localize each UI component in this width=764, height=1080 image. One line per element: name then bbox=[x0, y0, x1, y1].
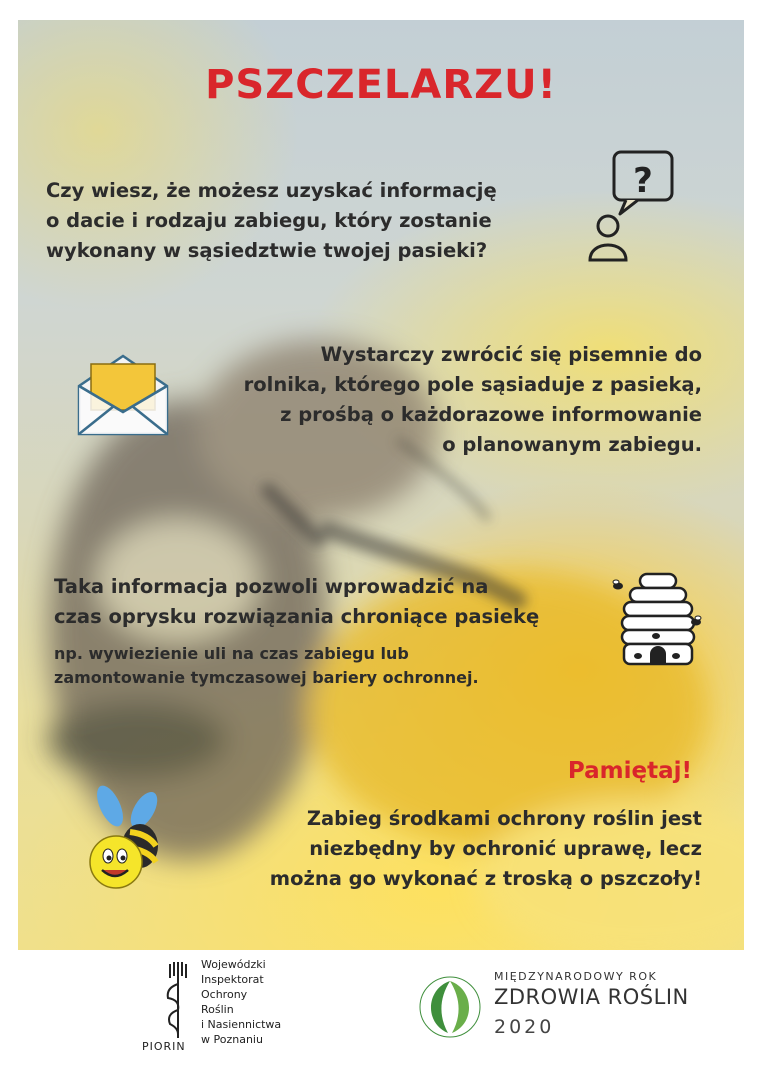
text-line: Inspektorat bbox=[201, 973, 264, 986]
iyph-title: ZDROWIA ROŚLIN bbox=[494, 985, 689, 1009]
piorin-institution-name bbox=[201, 957, 281, 1047]
text-line: Wojewódzki bbox=[201, 958, 266, 971]
piorin-wordmark: PIORIN bbox=[142, 1040, 186, 1053]
text-line: można go wykonać z troską o pszczoły! bbox=[269, 867, 702, 890]
page-title: PSZCZELARZU! bbox=[205, 62, 557, 108]
text-line: o planowanym zabiegu. bbox=[442, 433, 702, 456]
envelope-letter-icon bbox=[76, 352, 170, 438]
example-note bbox=[54, 642, 479, 690]
text-line: niezbędny by ochronić uprawę, lecz bbox=[309, 837, 702, 860]
text-line: i Nasiennictwa bbox=[201, 1018, 282, 1031]
text-line: Wystarczy zwrócić się pisemnie do bbox=[320, 343, 702, 366]
cartoon-bee-icon bbox=[82, 784, 172, 900]
person-question-icon bbox=[586, 150, 682, 266]
poster-background bbox=[18, 20, 744, 950]
plant-health-leaf-logo-icon bbox=[418, 975, 482, 1039]
instruction-text bbox=[244, 340, 702, 460]
text-line: Roślin bbox=[201, 1003, 234, 1016]
piorin-logo-icon bbox=[158, 958, 198, 1042]
text-line: np. wywiezienie uli na czas zabiegu lub bbox=[54, 644, 409, 663]
svg-text:?: ? bbox=[633, 161, 653, 201]
iyph-label: MIĘDZYNARODOWY ROK bbox=[494, 970, 658, 983]
remember-text bbox=[270, 804, 702, 894]
text-line: Ochrony bbox=[201, 988, 248, 1001]
text-line: Czy wiesz, że możesz uzyskać informację bbox=[46, 179, 497, 202]
text-line: Taka informacja pozwoli wprowadzić na bbox=[54, 575, 489, 598]
text-line: rolnika, którego pole sąsiaduje z pasieką, bbox=[243, 373, 702, 396]
text-line: Zabieg środkami ochrony roślin jest bbox=[306, 807, 702, 830]
remember-heading: Pamiętaj! bbox=[567, 758, 692, 784]
iyph-year: 2020 bbox=[494, 1016, 555, 1038]
benefit-text bbox=[54, 572, 539, 632]
text-line: czas oprysku rozwiązania chroniące pasiekę bbox=[54, 605, 540, 628]
text-line: w Poznaniu bbox=[201, 1033, 263, 1046]
beehive-icon bbox=[610, 570, 706, 670]
text-line: zamontowanie tymczasowej bariery ochronnej. bbox=[54, 668, 479, 687]
text-line: wykonany w sąsiedztwie twojej pasieki? bbox=[46, 239, 488, 262]
text-line: o dacie i rodzaju zabiegu, który zostanie bbox=[46, 209, 492, 232]
question-text bbox=[46, 176, 497, 266]
text-line: z prośbą o każdorazowe informowanie bbox=[280, 403, 702, 426]
